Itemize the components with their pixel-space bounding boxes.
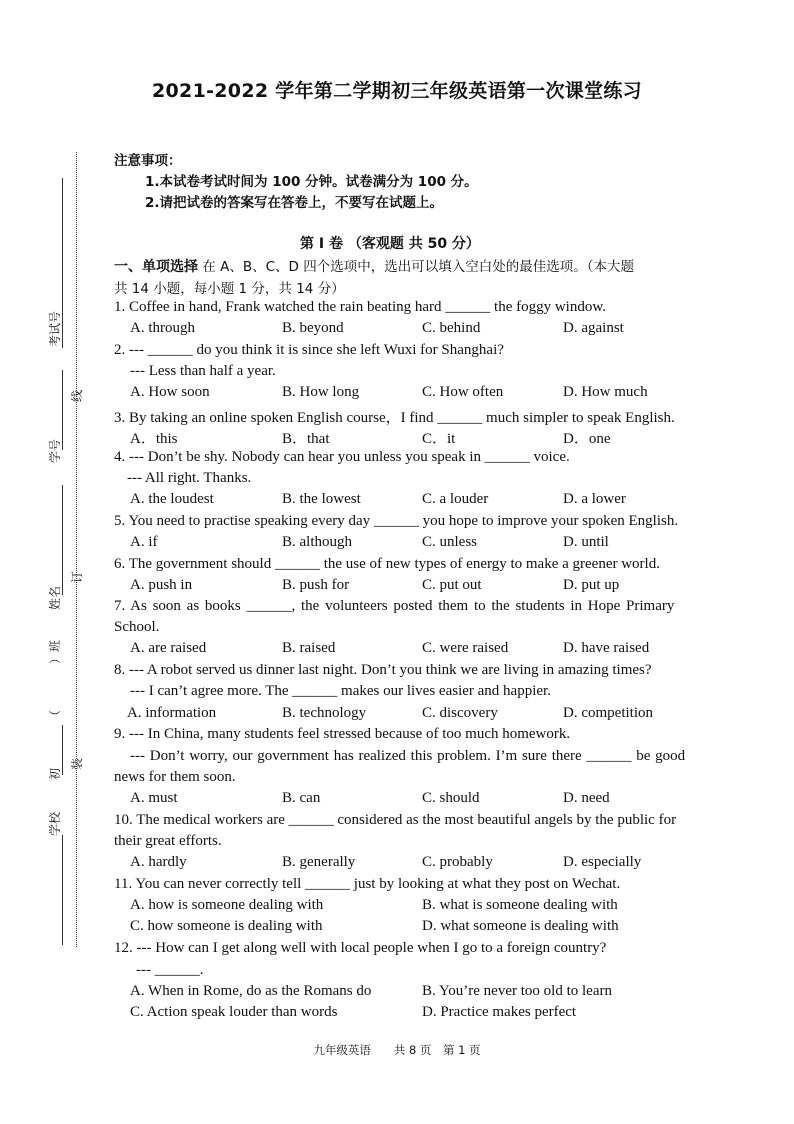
sidebar-name-label: 姓名 <box>48 585 62 610</box>
q12-option-d: D. Practice makes perfect <box>422 1004 577 1020</box>
q12-option-a: A. When in Rome, do as the Romans do <box>130 983 372 999</box>
q10-option-b: B. generally <box>282 854 356 870</box>
page-footer: 九年级英语 共 8 页 第 1 页 <box>313 1043 481 1057</box>
q7-option-d: D. have raised <box>563 640 650 656</box>
q3-option-a: A．this <box>130 431 178 447</box>
q5-option-d: D. until <box>563 534 609 550</box>
q6-option-a: A. push in <box>130 577 193 593</box>
q2-stem: 2. --- ______ do you think it is since she left Wuxi for Shanghai? <box>114 342 504 358</box>
q10-option-c: C. probably <box>422 854 493 870</box>
q3-stem: 3. By taking an online spoken English course，I find ______ much simpler to speak English. <box>114 410 675 426</box>
sidebar-blank-3 <box>62 485 63 595</box>
q9-stem-2: --- Don’t worry, our government has realized this problem. I’m sure there ______ be good <box>130 748 686 764</box>
q2-option-d: D. How much <box>563 384 648 400</box>
q4-option-d: D. a lower <box>563 491 626 507</box>
sidebar-blank-5 <box>62 835 63 945</box>
q11-option-b: B. what is someone dealing with <box>422 897 618 913</box>
q8-stem: 8. --- A robot served us dinner last night. Don’t you think we are living in amazing times? <box>114 662 652 678</box>
q9-option-b: B. can <box>282 790 321 806</box>
q10-option-a: A. hardly <box>130 854 187 870</box>
notice-item-1: 1.本试卷考试时间为 100 分钟。试卷满分为 100 分。 <box>145 174 478 190</box>
q4-option-b: B. the lowest <box>282 491 361 507</box>
section-instruction-text: 在 A、B、C、D 四个选项中，选出可以填入空白处的最佳选项。（本大题 <box>198 259 634 275</box>
q7-stem-2: School. <box>114 619 160 635</box>
q5-stem: 5. You need to practise speaking every day ______ you hope to improve your spoken English. <box>114 513 679 529</box>
page-title: 2021-2022 学年第二学期初三年级英语第一次课堂练习 <box>152 80 642 102</box>
q2-option-c: C. How often <box>422 384 504 400</box>
q7-option-a: A. are raised <box>130 640 207 656</box>
q5-option-b: B. although <box>282 534 352 550</box>
q11-option-c: C. how someone is dealing with <box>130 918 323 934</box>
sidebar-line-char: 线 <box>70 389 84 402</box>
notice-heading: 注意事项： <box>114 153 182 169</box>
q12-stem: 12. --- How can I get along well with local people when I go to a foreign country? <box>114 940 607 956</box>
q2-stem-2: --- Less than half a year. <box>130 363 276 379</box>
q12-option-b: B. You’re never too old to learn <box>422 983 612 999</box>
q4-option-c: C. a louder <box>422 491 489 507</box>
q9-option-d: D. need <box>563 790 610 806</box>
q2-option-b: B. How long <box>282 384 360 400</box>
q6-option-c: C. put out <box>422 577 482 593</box>
q3-option-c: C．it <box>422 431 456 447</box>
q10-option-d: D. especially <box>563 854 642 870</box>
q1-option-a: A. through <box>130 320 195 336</box>
q9-stem: 9. --- In China, many students feel stressed because of too much homework. <box>114 726 571 742</box>
q11-option-a: A. how is someone dealing with <box>130 897 324 913</box>
q5-option-c: C. unless <box>422 534 478 550</box>
notice-item-2: 2.请把试卷的答案写在答卷上，不要写在试题上。 <box>145 195 444 211</box>
q10-stem: 10. The medical workers are ______ considered as the most beautiful angels by the public for <box>114 812 677 828</box>
q8-stem-2: --- I can’t agree more. The ______ makes our lives easier and happier. <box>130 683 551 699</box>
q9-option-a: A. must <box>130 790 178 806</box>
q12-option-c: C. Action speak louder than words <box>130 1004 338 1020</box>
q7-option-b: B. raised <box>282 640 336 656</box>
q1-option-b: B. beyond <box>282 320 344 336</box>
q9-option-c: C. should <box>422 790 480 806</box>
q9-stem-3: news for them soon. <box>114 769 236 785</box>
q6-option-d: D. put up <box>563 577 620 593</box>
q10-stem-2: their great efforts. <box>114 833 222 849</box>
section-title: 一、单项选择 <box>114 259 198 275</box>
part-header: 第 I 卷 （客观题 共 50 分） <box>300 236 480 252</box>
q8-option-d: D. competition <box>563 705 653 721</box>
q3-option-d: D．one <box>563 431 611 447</box>
q12-stem-2: --- ______. <box>136 962 204 978</box>
q5-option-a: A. if <box>130 534 158 550</box>
q8-option-b: B. technology <box>282 705 367 721</box>
section-instruction-line-2: 共 14 小题，每小题 1 分，共 14 分） <box>114 281 345 297</box>
q1-option-d: D. against <box>563 320 624 336</box>
q8-option-c: C. discovery <box>422 705 498 721</box>
sidebar-zhuang-char: 装 <box>70 757 84 770</box>
q6-option-b: B. push for <box>282 577 350 593</box>
binding-dotted-line <box>76 152 77 947</box>
sidebar-exam-number-label: 考试号 <box>48 310 62 347</box>
q7-stem: 7. As soon as books ______, the volunteers posted them to the students in Hope Primary <box>114 598 675 614</box>
q11-stem: 11. You can never correctly tell ______ just by looking at what they post on Wechat. <box>114 876 621 892</box>
sidebar-student-number-label: 学号 <box>48 438 62 463</box>
q2-option-a: A. How soon <box>130 384 210 400</box>
q1-option-c: C. behind <box>422 320 481 336</box>
q1-stem: 1. Coffee in hand, Frank watched the rain beating hard ______ the foggy window. <box>114 299 606 315</box>
section-instruction-line-1 <box>114 255 634 276</box>
sidebar-paren: （ <box>48 709 62 722</box>
q4-option-a: A. the loudest <box>130 491 214 507</box>
sidebar-class-label: ）班 <box>48 639 62 664</box>
q7-option-c: C. were raised <box>422 640 509 656</box>
sidebar-ding-char: 订 <box>70 570 84 583</box>
q3-option-b: B．that <box>282 431 330 447</box>
sidebar-school-label: 学校 <box>48 811 62 836</box>
q4-stem-2: --- All right. Thanks. <box>127 470 252 486</box>
q4-stem: 4. --- Don’t be shy. Nobody can hear you unless you speak in ______ voice. <box>114 449 570 465</box>
q11-option-d: D. what someone is dealing with <box>422 918 619 934</box>
sidebar-grade-label: 初 <box>48 767 62 780</box>
q6-stem: 6. The government should ______ the use of new types of energy to make a greener world. <box>114 556 660 572</box>
q8-option-a: A. information <box>127 705 217 721</box>
